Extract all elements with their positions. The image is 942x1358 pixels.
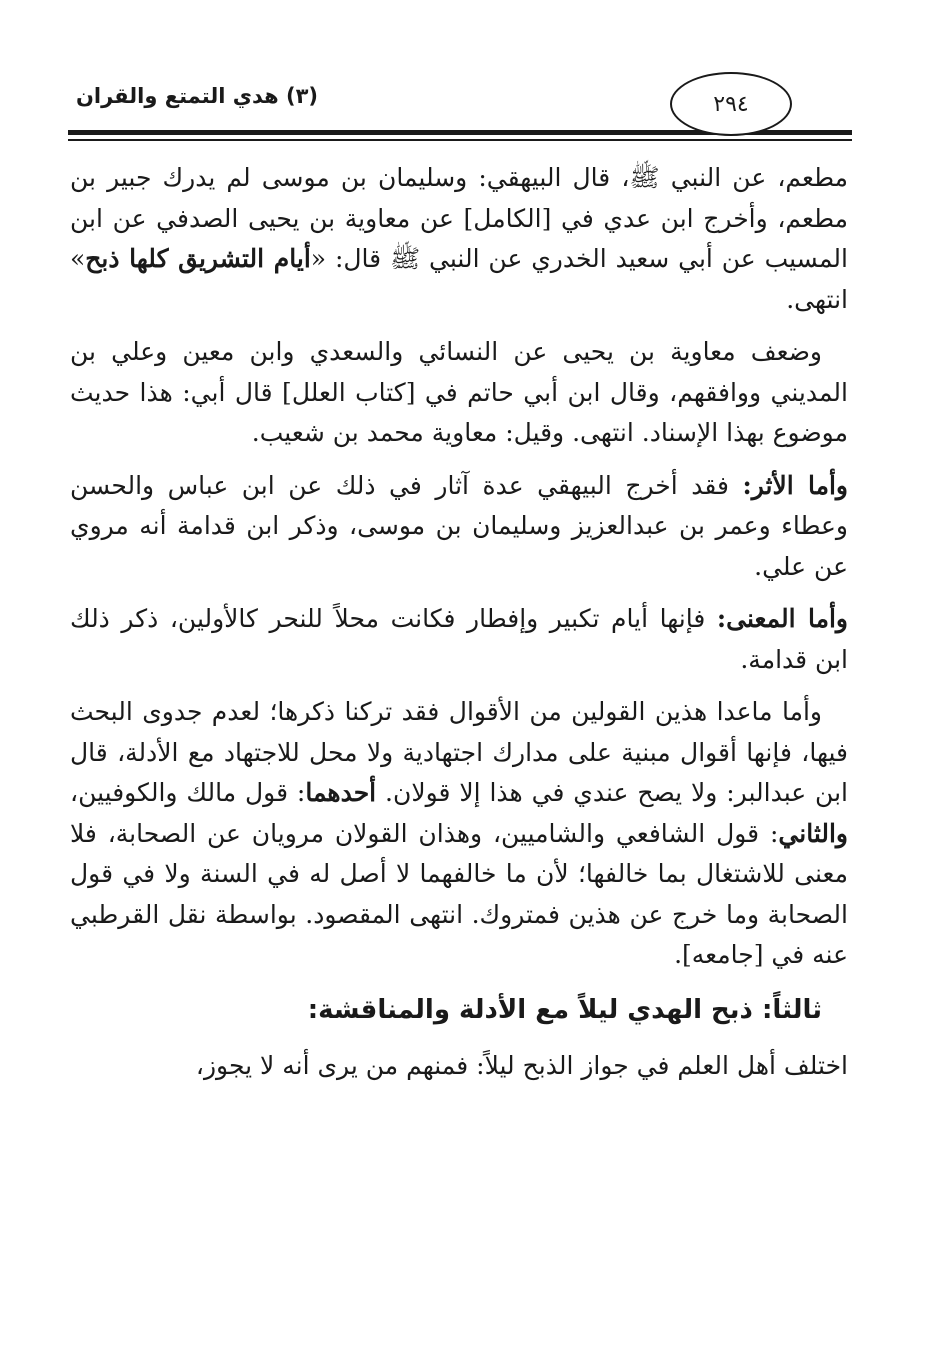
paragraph-meaning (70, 599, 848, 680)
page-number: ٢٩٤ (713, 91, 749, 117)
paragraph-weakness: وضعف معاوية بن يحيى عن النسائي والسعدي وابن معين وعلي بن المديني ووافقهم، وقال ابن أبي حاتم في [كتاب العلل] قال أبي: هذا حديث موضوع بهذا الإسناد. انتهى. وقيل: معاوية محمد بن شعيب. (70, 337, 848, 447)
page-header (68, 78, 852, 158)
athar-lead: وأما الأثر: (742, 470, 848, 500)
paragraph-hadith (70, 158, 848, 320)
hadith-text-after: » انتهى. (70, 244, 848, 314)
opinions-text-a: وأما ماعدا هذين القولين من الأقوال فقد تركنا ذكرها؛ لعدم جدوى البحث فيها، فإنها أقوال مبنية على مدارك اجتهادية ولا محل للاجتهاد مع الأدلة، قال ابن عبدالبر: ولا يصح عندي في هذا إلا قولان. (70, 697, 848, 807)
page-number-oval (670, 72, 792, 136)
opinions-text-c: : قول الشافعي والشاميين، وهذان القولان مرويان عن الصحابة، فلا معنى للاشتغال بما خالفها؛ لأن ما خالفهما لا أصل له في السنة ولا في قول الصحابة وما خرج عن هذين فمتروك. انتهى المقصود. بواسطة نقل القرطبي عنه في [جامعه]. (70, 818, 848, 969)
opinions-text-b: : قول مالك والكوفيين، (70, 778, 306, 807)
opinions-first-label: أحدهما (305, 778, 377, 807)
athar-text: فقد أخرج البيهقي عدة آثار في ذلك عن ابن عباس والحسن وعطاء وعمر بن عبدالعزيز وسليمان بن موسى، وذكر ابن قدامة أنه مروي عن علي. (70, 470, 848, 581)
section-heading: ثالثاً: ذبح الهدي ليلاً مع الأدلة والمناقشة: (307, 994, 822, 1025)
hadith-text-before: مطعم، عن النبي ﷺ، قال البيهقي: وسليمان بن موسى لم يدرك جبير بن مطعم، وأخرج ابن عدي في [الكامل] عن معاوية بن يحيى الصدفي عن ابن المسيب عن أبي سعيد الخدري عن النبي ﷺ قال: « (70, 163, 848, 273)
opinions-second-label: والثاني (778, 818, 848, 848)
paragraph-night-slaughter: اختلف أهل العلم في جواز الذبح ليلاً: فمنهم من يرى أنه لا يجوز، (195, 1050, 848, 1080)
page-body (70, 158, 848, 1098)
header-rule-thin (68, 139, 852, 141)
paragraph-athar (70, 466, 848, 588)
paragraph-other-opinions (70, 692, 848, 976)
meaning-lead: وأما المعنى: (716, 604, 848, 633)
meaning-text: فإنها أيام تكبير وإفطار فكانت محلاً للنحر كالأولين، ذكر ذلك ابن قدامة. (70, 604, 848, 674)
hadith-quote: أيام التشريق كلها ذبح (85, 244, 311, 273)
running-title: (٣) هدي التمتع والقران (76, 84, 318, 108)
